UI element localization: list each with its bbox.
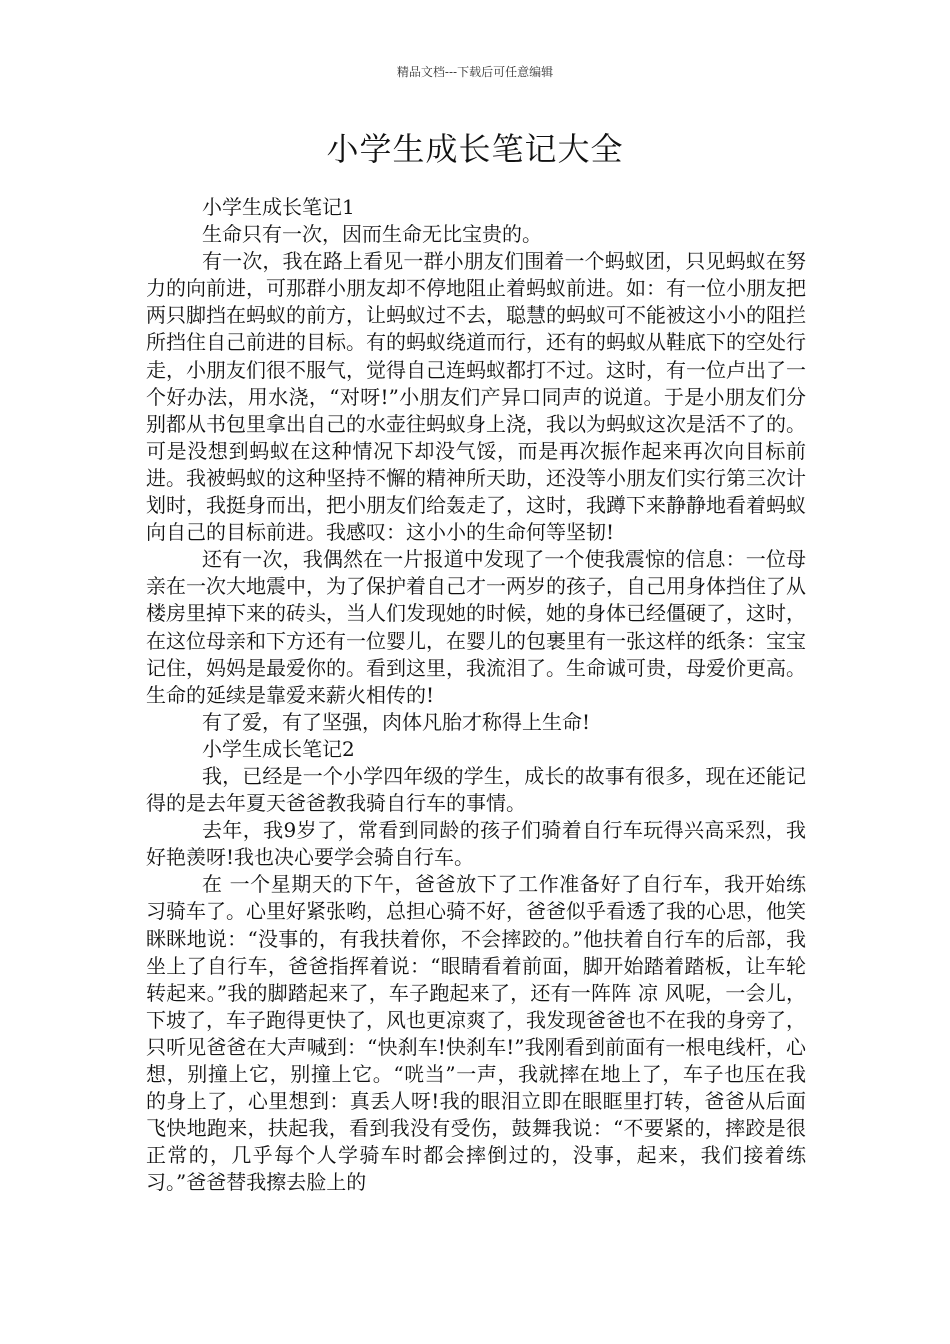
paragraph: 还有一次，我偶然在一片报道中发现了一个使我震惊的信息：一位母亲在一次大地震中，为了保护着自己才一两岁的孩子，自己用身体挡住了从楼房里掉下来的砖头，当人们发现她的时候，她的身体已经僵硬了，这时，在这位母亲和下方还有一位婴儿，在婴儿的包裹里有一张这样的纸条：宝宝记住，妈妈是最爱你的。看到这里，我流泪了。生命诚可贵，母爱价更高。生命的延续是靠爱来薪火相传的! [146, 547, 806, 707]
paragraph: 去年，我9岁了，常看到同龄的孩子们骑着自行车玩得兴高采烈，我好艳羡呀!我也决心要学会骑自行车。 [146, 818, 806, 870]
paragraph: 生命只有一次，因而生命无比宝贵的。 [202, 222, 542, 247]
paragraph: 在 一个星期天的下午，爸爸放下了工作准备好了自行车，我开始练习骑车了。心里好紧张哟，总担心骑不好，爸爸似乎看透了我的心思，他笑眯眯地说：“没事的，有我扶着你，不会摔跤的。”他扶着自行车的后部，我坐上了自行车，爸爸指挥着说：“眼睛看着前面，脚开始踏着踏板，让车轮转起来。”我的脚踏起来了，车子跑起来了，还有一阵阵 凉 风呢，一会儿，下坡了，车子跑得更快了，风也更凉爽了，我发现爸爸也不在我的身旁了，只听见爸爸在大声喊到：“快刹车!快刹车!”我刚看到前面有一根电线杆，心想，别撞上它，别撞上它。“咣当”一声，我就摔在地上了，车子也压在我的身上了，心里想到：真丢人呀!我的眼泪立即在眼眶里打转，爸爸从后面飞快地跑来，扶起我，看到我没有受伤，鼓舞我说：“不要紧的，摔跤是很正常的，几乎每个人学骑车时都会摔倒过的，没事，起来，我们接着练习。”爸爸替我擦去脸上的 [146, 872, 806, 1195]
document-title: 小学生成长笔记大全 [326, 130, 624, 168]
section-heading-2: 小学生成长笔记2 [202, 736, 355, 761]
paragraph: 有一次，我在路上看见一群小朋友们围着一个蚂蚁团，只见蚂蚁在努力的向前进，可那群小朋友却不停地阻止着蚂蚁前进。如：有一位小朋友把两只脚挡在蚂蚁的前方，让蚂蚁过不去，聪慧的蚂蚁可不能被这小小的阻拦所挡住自己前进的目标。有的蚂蚁绕道而行，还有的蚂蚁从鞋底下的空处行走，小朋友们很不服气，觉得自己连蚂蚁都打不过。这时，有一位卢出了一个好办法，用水浇，“对呀!”小朋友们产异口同声的说道。于是小朋友们分别都从书包里拿出自己的水壶往蚂蚁身上浇，我以为蚂蚁这次是活不了的。可是没想到蚂蚁在这种情况下却没气馁，而是再次振作起来再次向目标前进。我被蚂蚁的这种坚持不懈的精神所天助，还没等小朋友们实行第三次计划时，我挺身而出，把小朋友们给轰走了，这时，我蹲下来静静地看着蚂蚁向自己的目标前进。我感叹：这小小的生命何等坚韧! [146, 249, 806, 545]
header-note: 精品文档---下载后可任意编辑 [396, 65, 554, 79]
section-heading-1: 小学生成长笔记1 [202, 195, 355, 219]
paragraph: 我，已经是一个小学四年级的学生，成长的故事有很多，现在还能记得的是去年夏天爸爸教我骑自行车的事情。 [146, 763, 806, 816]
document-body [146, 194, 806, 1196]
paragraph: 有了爱，有了坚强，肉体凡胎才称得上生命! [202, 709, 591, 734]
